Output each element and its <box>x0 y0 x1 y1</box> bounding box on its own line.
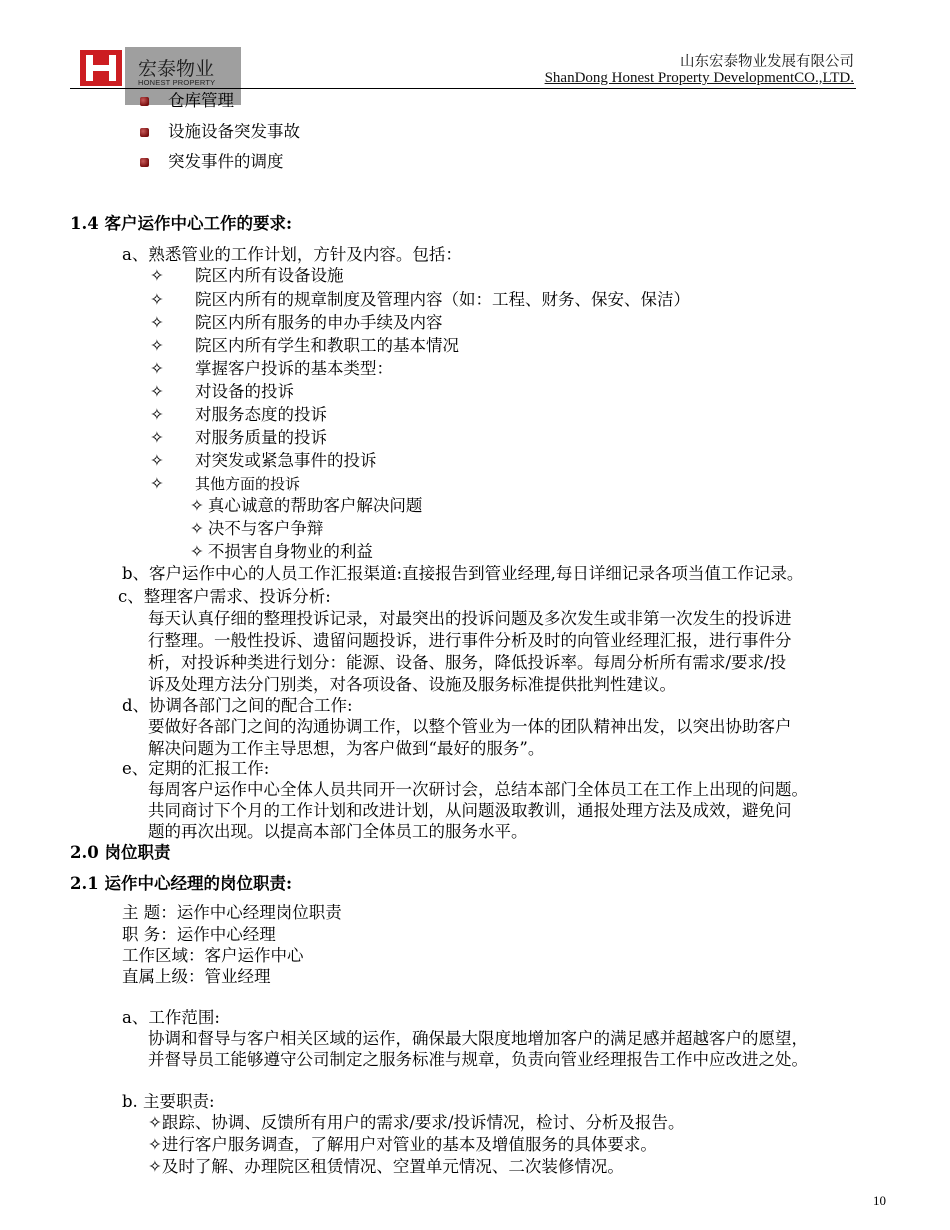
section-heading-1-4: 1.4 客户运作中心工作的要求: <box>70 214 293 233</box>
header-divider <box>70 88 856 89</box>
diamond-icon: ✧ <box>150 313 164 332</box>
logo-text-en: HONEST PROPERTY <box>138 78 216 87</box>
bullet-icon <box>140 128 149 137</box>
paragraph-line: 共同商讨下个月的工作计划和改进计划，从问题汲取教训，通报处理方法及成效，避免问 <box>148 801 792 820</box>
paragraph-line: 解决问题为工作主导思想，为客户做到“最好的服务”。 <box>148 739 545 758</box>
paragraph-line: 要做好各部门之间的沟通协调工作，以整个管业为一体的团队精神出发，以突出协助客户 <box>148 717 792 736</box>
meta-row: 工作区域：客户运作中心 <box>122 946 304 965</box>
duty-item: ✧跟踪、协调、反馈所有用户的需求/要求/投诉情况，检讨、分析及报告。 <box>148 1113 685 1132</box>
sub-list-item: ✧ 决不与客户争辩 <box>190 519 324 538</box>
list-item: 设施设备突发事故 <box>168 122 300 141</box>
diamond-icon: ✧ <box>190 519 204 538</box>
company-logo-icon <box>80 50 122 86</box>
sub-list-item: ✧ 不损害自身物业的利益 <box>190 542 373 561</box>
paragraph-e-title: e、定期的汇报工作: <box>122 759 270 778</box>
meta-row: 主 题：运作中心经理岗位职责 <box>122 903 342 922</box>
diamond-icon: ✧ <box>150 405 164 424</box>
diamond-icon: ✧ <box>150 428 164 447</box>
paragraph-line: 并督导员工能够遵守公司制定之服务标准与规章，负责向管业经理报告工作中应改进之处。 <box>148 1050 808 1069</box>
diamond-icon: ✧ <box>148 1157 162 1176</box>
list-item: 其他方面的投诉 <box>195 475 301 493</box>
diamond-icon: ✧ <box>150 451 164 470</box>
list-item: 对服务质量的投诉 <box>195 428 327 447</box>
bullet-icon <box>140 97 149 106</box>
paragraph-line: 题的再次出现。以提高本部门全体员工的服务水平。 <box>148 822 528 841</box>
page-number: 10 <box>873 1193 886 1208</box>
company-name-cn: 山东宏泰物业发展有限公司 <box>680 54 854 70</box>
list-item: 仓库管理 <box>168 91 234 110</box>
list-item: 院区内所有设备设施 <box>195 266 344 285</box>
diamond-icon: ✧ <box>148 1113 162 1132</box>
list-item: 对突发或紧急事件的投诉 <box>195 451 377 470</box>
paragraph-line: 析，对投诉种类进行划分：能源、设备、服务，降低投诉率。每周分析所有需求/要求/投 <box>148 653 787 672</box>
diamond-icon: ✧ <box>150 359 164 378</box>
sub-list-item: ✧ 真心诚意的帮助客户解决问题 <box>190 496 423 515</box>
list-item: 突发事件的调度 <box>168 152 284 171</box>
diamond-icon: ✧ <box>190 542 204 561</box>
paragraph-d-title: d、协调各部门之间的配合工作: <box>122 696 353 715</box>
duty-item: ✧进行客户服务调查，了解用户对管业的基本及增值服务的具体要求。 <box>148 1135 657 1154</box>
diamond-icon: ✧ <box>148 1135 162 1154</box>
diamond-icon: ✧ <box>150 290 164 309</box>
paragraph-line: 每天认真仔细的整理投诉记录，对最突出的投诉问题及多次发生或非第一次发生的投诉进 <box>148 609 792 628</box>
paragraph-c-title: c、整理客户需求、投诉分析: <box>118 587 331 606</box>
paragraph-b: b、客户运作中心的人员工作汇报渠道:直接报告到管业经理,每日详细记录各项当值工作记录。 <box>122 564 804 583</box>
company-name-en: ShanDong Honest Property DevelopmentCO.,LTD. <box>544 70 854 86</box>
paragraph-line: 诉及处理方法分门别类，对各项设备、设施及服务标准提供批判性建议。 <box>148 675 676 694</box>
paragraph-a-intro: a、熟悉管业的工作计划，方针及内容。包括： <box>122 245 462 264</box>
meta-row: 直属上级：管业经理 <box>122 967 271 986</box>
list-item: 院区内所有的规章制度及管理内容（如：工程、财务、保安、保洁） <box>195 290 690 309</box>
list-item: 院区内所有服务的申办手续及内容 <box>195 313 443 332</box>
diamond-icon: ✧ <box>150 474 164 493</box>
paragraph-line: 协调和督导与客户相关区域的运作，确保最大限度地增加客户的满足感并超越客户的愿望， <box>148 1029 808 1048</box>
diamond-icon: ✧ <box>190 496 204 515</box>
diamond-icon: ✧ <box>150 382 164 401</box>
list-item: 对服务态度的投诉 <box>195 405 327 424</box>
paragraph-duties-title: b. 主要职责: <box>122 1092 215 1111</box>
meta-row: 职 务：运作中心经理 <box>122 925 276 944</box>
paragraph-line: 行整理。一般性投诉、遗留问题投诉，进行事件分析及时的向管业经理汇报，进行事件分 <box>148 631 792 650</box>
duty-item: ✧及时了解、办理院区租赁情况、空置单元情况、二次装修情况。 <box>148 1157 624 1176</box>
paragraph-line: 每周客户运作中心全体人员共同开一次研讨会，总结本部门全体员工在工作上出现的问题。 <box>148 780 808 799</box>
diamond-icon: ✧ <box>150 266 164 285</box>
logo-text-cn: 宏泰物业 <box>138 58 215 80</box>
list-item: 院区内所有学生和教职工的基本情况 <box>195 336 459 355</box>
section-heading-2-1: 2.1 运作中心经理的岗位职责: <box>70 874 293 893</box>
diamond-icon: ✧ <box>150 336 164 355</box>
list-item: 对设备的投诉 <box>195 382 294 401</box>
section-heading-2-0: 2.0 岗位职责 <box>70 843 171 862</box>
list-item: 掌握客户投诉的基本类型： <box>195 359 393 378</box>
paragraph-scope-title: a、工作范围: <box>122 1008 220 1027</box>
bullet-icon <box>140 158 149 167</box>
